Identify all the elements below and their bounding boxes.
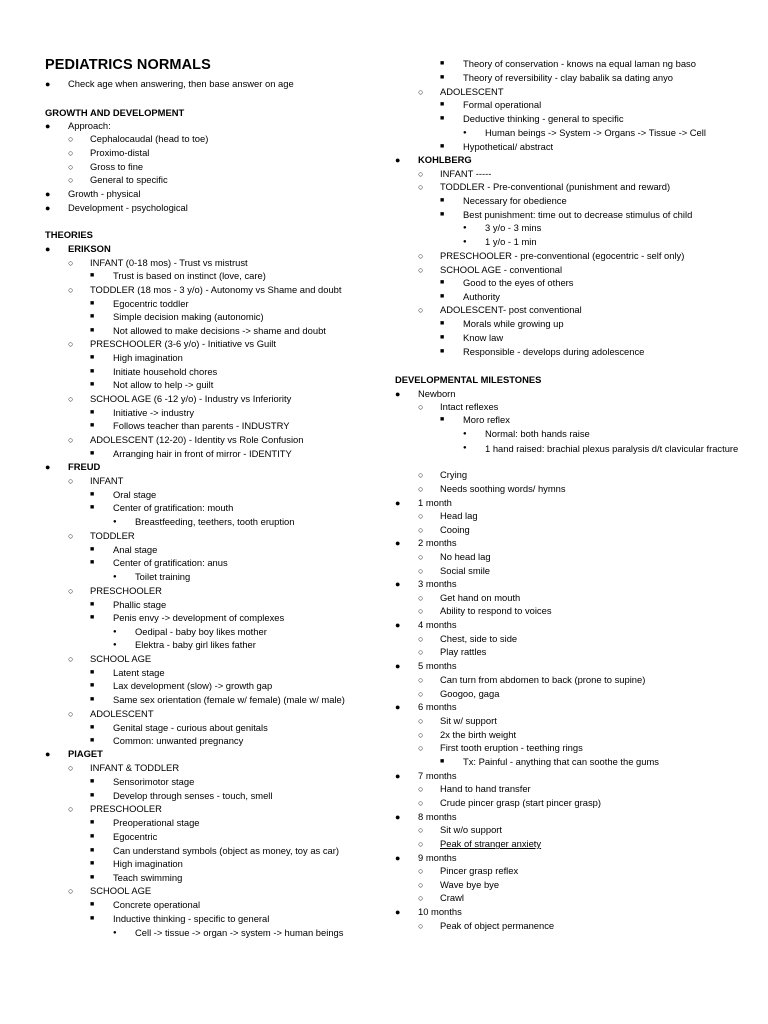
bullet: ■ — [90, 724, 95, 731]
bullet: ● — [395, 579, 401, 589]
list-item: Toilet training — [135, 571, 191, 582]
list-item: Peak of object permanence — [440, 920, 555, 931]
list-item: Oedipal - baby boy likes mother — [135, 626, 267, 637]
bullet: ● — [45, 203, 51, 213]
list-item: Breastfeeding, teethers, tooth eruption — [135, 516, 295, 527]
list-item: Morals while growing up — [463, 318, 564, 329]
bullet: ○ — [68, 804, 74, 814]
bullet: ○ — [418, 593, 424, 603]
list-item: ADOLESCENT — [90, 708, 154, 719]
list-item: Sit w/ support — [440, 715, 497, 726]
list-item: Social smile — [440, 565, 491, 576]
list-item: Theory of reversibility - clay babalik sa dating anyo — [463, 72, 673, 83]
bullet: ● — [395, 620, 401, 630]
list-item: INFANT — [90, 475, 124, 486]
list-item: Initiative -> industry — [113, 407, 195, 418]
bullet: ○ — [418, 689, 424, 699]
bullet: ● — [395, 661, 401, 671]
list-item: PRESCHOOLER (3-6 y/o) - Initiative vs Guilt — [90, 338, 276, 349]
bullet: ○ — [68, 763, 74, 773]
bullet: ○ — [68, 586, 74, 596]
list-item: Know law — [463, 332, 504, 343]
list-item: PRESCHOOLER - pre-conventional (egocentric - self only) — [440, 250, 685, 261]
bullet: ○ — [418, 305, 424, 315]
list-item: Can turn from abdomen to back (prone to supine) — [440, 674, 646, 685]
bullet: ○ — [418, 921, 424, 931]
list-item: Normal: both hands raise — [485, 428, 590, 439]
list-item: Trust is based on instinct (love, care) — [113, 270, 266, 281]
list-item: TODDLER (18 mos - 3 y/o) - Autonomy vs Shame and doubt — [90, 284, 342, 295]
list-item: Follows teacher than parents - INDUSTRY — [113, 420, 290, 431]
list-item: Oral stage — [113, 489, 157, 500]
bullet: ○ — [418, 716, 424, 726]
bullet: ○ — [68, 476, 74, 486]
list-item: 2x the birth weight — [440, 729, 517, 740]
list-item: ADOLESCENT — [440, 86, 504, 97]
bullet: ○ — [68, 134, 74, 144]
bullet: ● — [395, 907, 401, 917]
bullet: ■ — [440, 197, 445, 204]
list-item: ADOLESCENT (12-20) - Identity vs Role Confusion — [90, 434, 304, 445]
list-item: Not allowed to make decisions -> shame and doubt — [113, 325, 326, 336]
list-item: TODDLER - Pre-conventional (punishment and reward) — [440, 181, 671, 192]
bullet: ○ — [68, 886, 74, 896]
list-item: Arranging hair in front of mirror - IDENTITY — [113, 448, 292, 459]
bullet: ● — [463, 445, 467, 451]
list-item: Play rattles — [440, 646, 487, 657]
bullet: ■ — [90, 272, 95, 279]
bullet: ■ — [90, 860, 95, 867]
theories-heading: THEORIES — [45, 229, 93, 240]
list-item: General to specific — [90, 174, 168, 185]
bullet: ● — [113, 574, 117, 580]
bullet: ● — [395, 389, 401, 399]
bullet: ○ — [418, 743, 424, 753]
bullet: ■ — [90, 847, 95, 854]
list-item: High imagination — [113, 858, 183, 869]
list-item: INFANT (0-18 mos) - Trust vs mistrust — [90, 257, 248, 268]
list-item: Center of gratification: anus — [113, 557, 228, 568]
list-item: 6 months — [418, 701, 457, 712]
bullet: ■ — [90, 546, 95, 553]
list-item: 7 months — [418, 770, 457, 781]
bullet: ○ — [418, 566, 424, 576]
bullet: ○ — [68, 148, 74, 158]
bullet: ○ — [418, 675, 424, 685]
bullet: ■ — [90, 300, 95, 307]
list-item: Initiate household chores — [113, 366, 218, 377]
list-item: SCHOOL AGE (6 -12 y/o) - Industry vs Inferiority — [90, 393, 292, 404]
list-item: SCHOOL AGE — [90, 653, 152, 664]
bullet: ● — [113, 629, 117, 635]
list-item: Hand to hand transfer — [440, 783, 531, 794]
list-item: Egocentric — [113, 831, 158, 842]
list-item: Wave bye bye — [440, 879, 500, 890]
bullet: ■ — [440, 320, 445, 327]
bullet: ○ — [418, 893, 424, 903]
list-item: Center of gratification: mouth — [113, 502, 234, 513]
list-item: Pincer grasp reflex — [440, 865, 519, 876]
bullet: ■ — [90, 778, 95, 785]
freud-heading: FREUD — [68, 461, 101, 472]
bullet: ■ — [440, 758, 445, 765]
list-item: Can understand symbols (object as money, toy as car) — [113, 845, 339, 856]
bullet: ● — [45, 79, 51, 89]
bullet: ■ — [90, 874, 95, 881]
bullet: ○ — [418, 784, 424, 794]
list-item: Crying — [440, 469, 468, 480]
bullet: ○ — [418, 552, 424, 562]
intro-text: Check age when answering, then base answer on age — [68, 78, 294, 89]
list-item: Needs soothing words/ hymns — [440, 483, 566, 494]
list-item: Googoo, gaga — [440, 688, 500, 699]
list-item: Elektra - baby girl likes father — [135, 639, 256, 650]
list-item: Responsible - develops during adolescence — [463, 346, 645, 357]
list-item: Necessary for obedience — [463, 195, 567, 206]
list-item: Development - psychological — [68, 202, 188, 213]
bullet: ■ — [90, 504, 95, 511]
bullet: ○ — [418, 251, 424, 261]
list-item: 5 months — [418, 660, 457, 671]
list-item: Penis envy -> development of complexes — [113, 612, 285, 623]
list-item: Anal stage — [113, 544, 158, 555]
bullet: ○ — [418, 484, 424, 494]
list-item: Cell -> tissue -> organ -> system -> human beings — [135, 927, 344, 938]
bullet: ○ — [418, 634, 424, 644]
list-item: Cooing — [440, 524, 470, 535]
piaget-heading: PIAGET — [68, 748, 103, 759]
list-item: Authority — [463, 291, 500, 302]
list-item: Ability to respond to voices — [440, 605, 552, 616]
bullet: ○ — [418, 647, 424, 657]
bullet: ■ — [440, 279, 445, 286]
list-item: Theory of conservation - knows na equal laman ng baso — [463, 58, 696, 69]
bullet: ○ — [68, 709, 74, 719]
bullet: ○ — [68, 435, 74, 445]
bullet: ○ — [68, 654, 74, 664]
list-item: ADOLESCENT- post conventional — [440, 304, 582, 315]
bullet: ■ — [90, 792, 95, 799]
erikson-heading: ERIKSON — [68, 243, 111, 254]
bullet: ● — [395, 812, 401, 822]
bullet: ○ — [68, 394, 74, 404]
bullet: ■ — [90, 368, 95, 375]
list-item: Crude pincer grasp (start pincer grasp) — [440, 797, 602, 808]
bullet: ■ — [440, 74, 445, 81]
list-item: Preoperational stage — [113, 817, 200, 828]
approach-label: Approach: — [68, 120, 111, 131]
list-item: Hypothetical/ abstract — [463, 141, 554, 152]
bullet: ■ — [90, 491, 95, 498]
bullet: ● — [45, 462, 51, 472]
bullet: ○ — [418, 606, 424, 616]
bullet: ■ — [90, 601, 95, 608]
list-item: Peak of stranger anxiety — [440, 838, 542, 849]
bullet: ■ — [90, 313, 95, 320]
list-item: 2 months — [418, 537, 457, 548]
bullet: ● — [395, 853, 401, 863]
bullet: ● — [463, 431, 467, 437]
bullet: ○ — [418, 182, 424, 192]
list-item: SCHOOL AGE - conventional — [440, 264, 563, 275]
list-item: Lax development (slow) -> growth gap — [113, 680, 273, 691]
bullet: ○ — [418, 730, 424, 740]
list-item: 10 months — [418, 906, 462, 917]
bullet: ● — [113, 519, 117, 525]
page-title: PEDIATRICS NORMALS — [45, 57, 211, 73]
list-item: Inductive thinking - specific to general — [113, 913, 270, 924]
list-item: TODDLER — [90, 530, 135, 541]
bullet: ■ — [440, 334, 445, 341]
bullet: ● — [463, 239, 467, 245]
list-item: INFANT ----- — [440, 168, 492, 179]
bullet: ■ — [90, 696, 95, 703]
list-item: 1 hand raised: brachial plexus paralysis d/t clavicular fracture — [485, 443, 739, 454]
list-item: Crawl — [440, 892, 464, 903]
list-item: Proximo-distal — [90, 147, 150, 158]
list-item: Good to the eyes of others — [463, 277, 574, 288]
list-item: 9 months — [418, 852, 457, 863]
list-item: Gross to fine — [90, 161, 144, 172]
list-item: Common: unwanted pregnancy — [113, 735, 244, 746]
bullet: ○ — [418, 825, 424, 835]
list-item: Best punishment: time out to decrease stimulus of child — [463, 209, 693, 220]
bullet: ○ — [418, 511, 424, 521]
list-item: No head lag — [440, 551, 491, 562]
list-item: Same sex orientation (female w/ female) (male w/ male) — [113, 694, 345, 705]
list-item: PRESCHOOLER — [90, 803, 162, 814]
milestones-heading: DEVELOPMENTAL MILESTONES — [395, 374, 542, 385]
bullet: ■ — [440, 293, 445, 300]
list-item: Not allow to help -> guilt — [113, 379, 214, 390]
list-item: Get hand on mouth — [440, 592, 521, 603]
list-item: 3 y/o - 3 mins — [485, 222, 542, 233]
list-item: Human beings -> System -> Organs -> Tissue -> Cell — [485, 127, 706, 138]
growth-heading: GROWTH AND DEVELOPMENT — [45, 107, 185, 118]
bullet: ● — [463, 225, 467, 231]
bullet: ● — [395, 771, 401, 781]
bullet: ○ — [68, 339, 74, 349]
bullet: ○ — [418, 798, 424, 808]
list-item: Formal operational — [463, 99, 542, 110]
list-item: Moro reflex — [463, 414, 510, 425]
list-item: 1 month — [418, 497, 452, 508]
list-item: 8 months — [418, 811, 457, 822]
bullet: ■ — [90, 901, 95, 908]
bullet: ○ — [418, 470, 424, 480]
bullet: ○ — [418, 839, 424, 849]
bullet: ■ — [90, 381, 95, 388]
list-item: Intact reflexes — [440, 401, 499, 412]
bullet: ● — [395, 538, 401, 548]
list-item: Simple decision making (autonomic) — [113, 311, 264, 322]
bullet: ■ — [440, 416, 445, 423]
bullet: ● — [45, 244, 51, 254]
bullet: ● — [395, 155, 401, 165]
list-item: Develop through senses - touch, smell — [113, 790, 273, 801]
list-item: PRESCHOOLER — [90, 585, 162, 596]
bullet: ■ — [90, 682, 95, 689]
bullet: ■ — [440, 101, 445, 108]
list-item: Chest, side to side — [440, 633, 518, 644]
bullet: ■ — [90, 819, 95, 826]
bullet: ■ — [90, 409, 95, 416]
bullet: ■ — [90, 833, 95, 840]
bullet: ○ — [418, 880, 424, 890]
bullet: ■ — [90, 915, 95, 922]
list-item: SCHOOL AGE — [90, 885, 152, 896]
list-item: Concrete operational — [113, 899, 201, 910]
bullet: ○ — [68, 162, 74, 172]
list-item: Egocentric toddler — [113, 298, 189, 309]
bullet: ○ — [418, 169, 424, 179]
bullet: ○ — [68, 175, 74, 185]
kohlberg-heading: KOHLBERG — [418, 154, 472, 165]
bullet: ■ — [90, 422, 95, 429]
bullet: ○ — [68, 531, 74, 541]
list-item: Deductive thinking - general to specific — [463, 113, 624, 124]
list-item: INFANT & TODDLER — [90, 762, 180, 773]
list-item: Teach swimming — [113, 872, 183, 883]
bullet: ● — [113, 642, 117, 648]
list-item: 4 months — [418, 619, 457, 630]
bullet: ■ — [90, 669, 95, 676]
bullet: ● — [45, 189, 51, 199]
list-item: 3 months — [418, 578, 457, 589]
bullet: ■ — [90, 737, 95, 744]
list-item: First tooth eruption - teething rings — [440, 742, 583, 753]
bullet: ○ — [68, 285, 74, 295]
bullet: ■ — [440, 115, 445, 122]
bullet: ■ — [440, 60, 445, 67]
list-item: Phallic stage — [113, 599, 167, 610]
bullet: ○ — [418, 265, 424, 275]
bullet: ● — [395, 498, 401, 508]
bullet: ■ — [440, 211, 445, 218]
list-item: High imagination — [113, 352, 183, 363]
bullet: ■ — [90, 327, 95, 334]
bullet: ■ — [90, 354, 95, 361]
list-item: Head lag — [440, 510, 478, 521]
bullet: ■ — [90, 559, 95, 566]
bullet: ● — [45, 121, 51, 131]
list-item: Cephalocaudal (head to toe) — [90, 133, 209, 144]
list-item: Genital stage - curious about genitals — [113, 722, 268, 733]
bullet: ■ — [90, 614, 95, 621]
list-item: Sensorimotor stage — [113, 776, 195, 787]
bullet: ● — [113, 930, 117, 936]
bullet: ■ — [440, 143, 445, 150]
bullet: ● — [45, 749, 51, 759]
bullet: ○ — [418, 402, 424, 412]
bullet: ● — [463, 130, 467, 136]
list-item: Newborn — [418, 388, 456, 399]
list-item: Latent stage — [113, 667, 165, 678]
bullet: ● — [395, 702, 401, 712]
bullet: ○ — [418, 866, 424, 876]
bullet: ■ — [90, 450, 95, 457]
bullet: ○ — [418, 87, 424, 97]
bullet: ○ — [68, 258, 74, 268]
list-item: Sit w/o support — [440, 824, 503, 835]
list-item: Tx: Painful - anything that can soothe the gums — [463, 756, 659, 767]
list-item: Growth - physical — [68, 188, 141, 199]
bullet: ■ — [440, 348, 445, 355]
bullet: ○ — [418, 525, 424, 535]
list-item: 1 y/o - 1 min — [485, 236, 537, 247]
